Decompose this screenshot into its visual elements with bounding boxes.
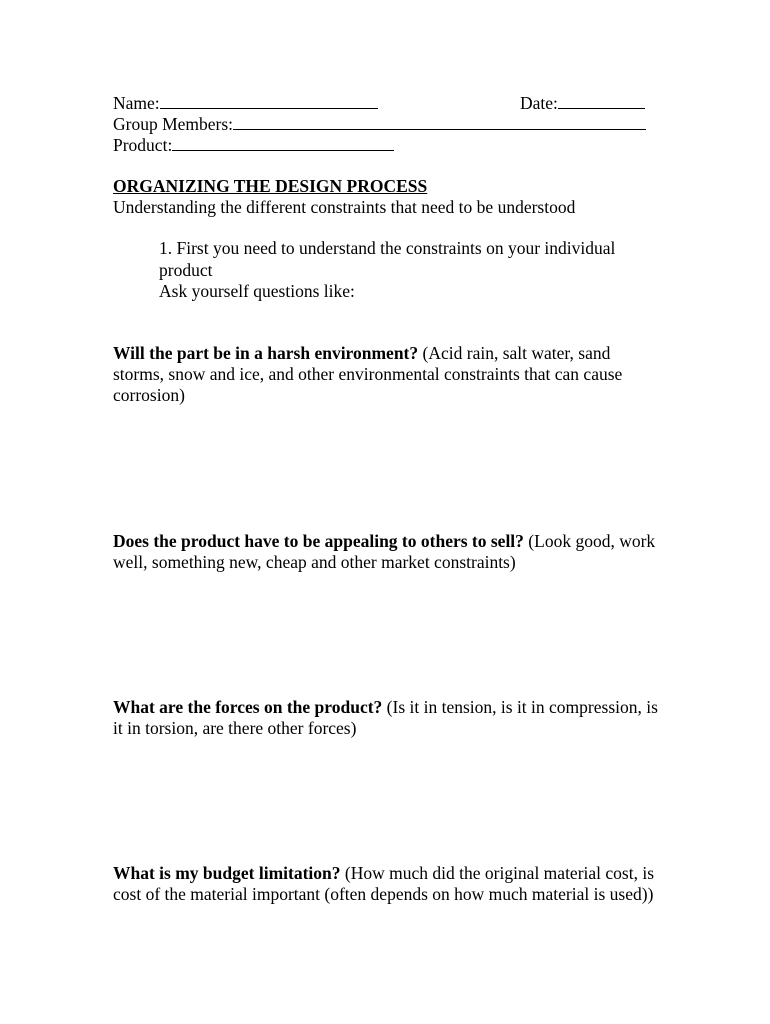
- group-members-label: Group Members:: [113, 114, 234, 134]
- question-text: What are the forces on the product?: [113, 697, 383, 717]
- question-text: What is my budget limitation?: [113, 863, 341, 883]
- question-detail: (Acid rain, salt water, sand storms, snow and ice, and other environmental constraints that can cause corrosion): [113, 343, 623, 405]
- question-block-environment: [113, 343, 658, 406]
- question-block-appeal: [113, 531, 658, 573]
- group-members-field: [113, 114, 646, 135]
- page-title: ORGANIZING THE DESIGN PROCESS: [113, 176, 428, 196]
- question-text: Will the part be in a harsh environment?: [113, 343, 419, 363]
- question-detail: (Look good, work well, something new, cheap and other market constraints): [113, 531, 656, 572]
- step1-line1: 1. First you need to understand the constraints on your individual: [159, 238, 616, 258]
- product-label: Product:: [113, 135, 173, 155]
- name-label: Name:: [113, 93, 160, 113]
- date-field: [520, 93, 645, 114]
- question-block-forces: [113, 697, 658, 739]
- name-field: [113, 93, 378, 114]
- date-label: Date:: [520, 93, 558, 113]
- question-text: Does the product have to be appealing to others to sell?: [113, 531, 524, 551]
- date-blank[interactable]: [558, 93, 645, 109]
- step1-line3: Ask yourself questions like:: [159, 281, 355, 301]
- step1-line2: product: [159, 260, 213, 280]
- name-blank[interactable]: [160, 93, 378, 109]
- product-field: [113, 135, 394, 156]
- question-detail: (Is it in tension, is it in compression, is it in torsion, are there other forces): [113, 697, 658, 738]
- group-members-blank[interactable]: [233, 114, 646, 130]
- product-blank[interactable]: [172, 135, 394, 151]
- question-block-budget: [113, 863, 658, 905]
- question-detail: (How much did the original material cost, is cost of the material important (often depends on how much material is used)): [113, 863, 655, 904]
- page-subtitle: Understanding the different constraints that need to be understood: [113, 197, 576, 217]
